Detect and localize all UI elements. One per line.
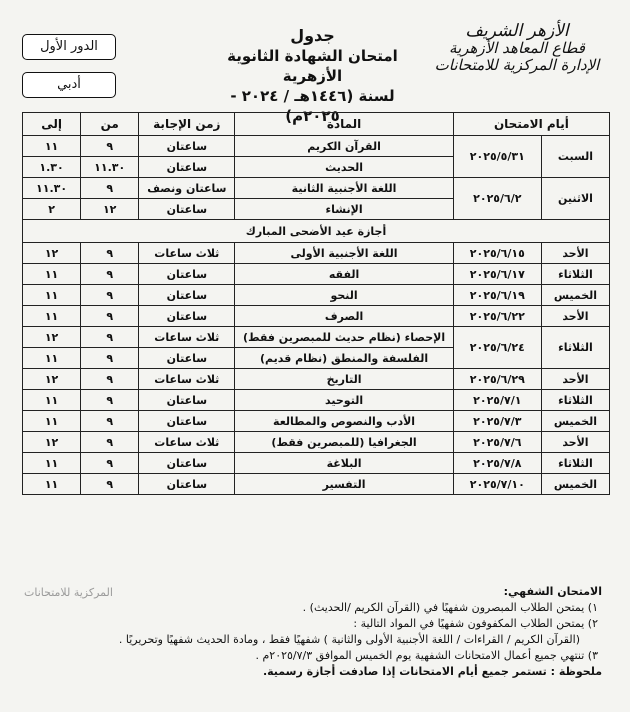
cell-subject: الإنشاء bbox=[235, 199, 453, 220]
holiday-row bbox=[23, 220, 610, 243]
cell-from: ١١.٣٠ bbox=[81, 157, 139, 178]
note-item: ١) يمتحن الطلاب المبصرون شفهيًا في (القرآن الكريم /الحديث) . bbox=[302, 601, 598, 614]
cell-day: الخميس bbox=[541, 411, 609, 432]
cell-from: ٩ bbox=[81, 411, 139, 432]
cell-duration: ساعتان bbox=[139, 199, 235, 220]
cell-date: ٢٠٢٥/٧/١٠ bbox=[453, 474, 541, 495]
cell-day: الثلاثاء bbox=[541, 327, 609, 369]
cell-to: ١١ bbox=[23, 453, 81, 474]
cell-from: ٩ bbox=[81, 327, 139, 348]
cell-day: الخميس bbox=[541, 474, 609, 495]
cell-day: السبت bbox=[541, 136, 609, 178]
cell-date: ٢٠٢٥/٧/١ bbox=[453, 390, 541, 411]
cell-subject: الأدب والنصوص والمطالعة bbox=[235, 411, 453, 432]
table-row bbox=[23, 264, 610, 285]
cell-subject: الفلسفة والمنطق (نظام قديم) bbox=[235, 348, 453, 369]
notes-section bbox=[22, 584, 602, 680]
table-row bbox=[23, 369, 610, 390]
cell-date: ٢٠٢٥/٦/١٧ bbox=[453, 264, 541, 285]
cell-day: الثلاثاء bbox=[541, 264, 609, 285]
cell-date: ٢٠٢٥/٧/٣ bbox=[453, 411, 541, 432]
table-row bbox=[23, 474, 610, 495]
cell-from: ٩ bbox=[81, 178, 139, 199]
cell-from: ١٢ bbox=[81, 199, 139, 220]
cell-duration: ثلاث ساعات bbox=[139, 432, 235, 453]
cell-to: ١٢ bbox=[23, 432, 81, 453]
cell-to: ١٢ bbox=[23, 327, 81, 348]
cell-from: ٩ bbox=[81, 264, 139, 285]
cell-duration: ساعتان bbox=[139, 390, 235, 411]
cell-to: ٢ bbox=[23, 199, 81, 220]
cell-to: ١١ bbox=[23, 264, 81, 285]
cell-subject: الإحصاء (نظام حديث للمبصرين فقط) bbox=[235, 327, 453, 348]
cell-to: ١١ bbox=[23, 285, 81, 306]
holiday-label: أجازة عيد الأضحى المبارك bbox=[23, 220, 610, 243]
azhar-logo-text bbox=[422, 22, 612, 74]
table-row bbox=[23, 411, 610, 432]
note-item: ٢) يمتحن الطلاب المكفوفون شفهيًا في المواد التالية : bbox=[353, 617, 598, 630]
cell-duration: ساعتان bbox=[139, 348, 235, 369]
holiday-section bbox=[23, 220, 610, 243]
table-row bbox=[23, 390, 610, 411]
cell-subject: الصرف bbox=[235, 306, 453, 327]
cell-day: الأحد bbox=[541, 306, 609, 327]
section-label-box: أدبي bbox=[22, 72, 116, 98]
cell-date: ٢٠٢٥/٦/١٥ bbox=[453, 243, 541, 264]
cell-duration: ثلاث ساعات bbox=[139, 327, 235, 348]
cell-date: ٢٠٢٥/٦/١٩ bbox=[453, 285, 541, 306]
note-item: (القرآن الكريم / القراءات / اللغة الأجنبية الأولى والثانية ) شفهيًا فقط ، ومادة الحديث شفهيًا وتحريريًا . bbox=[118, 633, 580, 646]
cell-subject: الفقه bbox=[235, 264, 453, 285]
cell-to: ١١.٣٠ bbox=[23, 178, 81, 199]
cell-from: ٩ bbox=[81, 285, 139, 306]
header-to: إلى bbox=[23, 113, 81, 136]
cell-subject: النحو bbox=[235, 285, 453, 306]
table-row bbox=[23, 327, 610, 348]
cell-subject: البلاغة bbox=[235, 453, 453, 474]
cell-from: ٩ bbox=[81, 474, 139, 495]
cell-duration: ساعتان ونصف bbox=[139, 178, 235, 199]
cell-to: ١١ bbox=[23, 136, 81, 157]
cell-date: ٢٠٢٥/٦/٢٢ bbox=[453, 306, 541, 327]
cell-duration: ثلاث ساعات bbox=[139, 243, 235, 264]
cell-from: ٩ bbox=[81, 432, 139, 453]
cell-day: الأحد bbox=[541, 369, 609, 390]
round-label-box: الدور الأول bbox=[22, 34, 116, 60]
table-row bbox=[23, 453, 610, 474]
cell-date: ٢٠٢٥/٥/٣١ bbox=[453, 136, 541, 178]
table-row bbox=[23, 243, 610, 264]
cell-subject: الحديث bbox=[235, 157, 453, 178]
cell-subject: اللغة الأجنبية الأولى bbox=[235, 243, 453, 264]
header-subject: المادة bbox=[235, 113, 453, 136]
cell-date: ٢٠٢٥/٦/٢ bbox=[453, 178, 541, 220]
cell-day: الاثنين bbox=[541, 178, 609, 220]
cell-day: الأحد bbox=[541, 432, 609, 453]
table-header-row bbox=[23, 113, 610, 136]
cell-duration: ساعتان bbox=[139, 411, 235, 432]
page-title bbox=[205, 26, 420, 126]
cell-duration: ساعتان bbox=[139, 474, 235, 495]
header-days: أيام الامتحان bbox=[453, 113, 609, 136]
cell-day: الثلاثاء bbox=[541, 390, 609, 411]
cell-subject: التوحيد bbox=[235, 390, 453, 411]
cell-to: ١١ bbox=[23, 411, 81, 432]
table-row bbox=[23, 285, 610, 306]
cell-to: ١١ bbox=[23, 390, 81, 411]
cell-to: ١١ bbox=[23, 306, 81, 327]
cell-duration: ساعتان bbox=[139, 136, 235, 157]
cell-duration: ساعتان bbox=[139, 285, 235, 306]
cell-from: ٩ bbox=[81, 243, 139, 264]
cell-subject: القرآن الكريم bbox=[235, 136, 453, 157]
table-row bbox=[23, 178, 610, 199]
cell-subject: اللغة الأجنبية الثانية bbox=[235, 178, 453, 199]
exam-schedule-table bbox=[22, 112, 610, 495]
cell-from: ٩ bbox=[81, 390, 139, 411]
watermark-text: المركزية للامتحانات bbox=[24, 586, 113, 599]
title-line-1: جدول bbox=[290, 26, 335, 45]
cell-from: ٩ bbox=[81, 306, 139, 327]
cell-duration: ساعتان bbox=[139, 306, 235, 327]
cell-duration: ثلاث ساعات bbox=[139, 369, 235, 390]
title-line-2: امتحان الشهادة الثانوية الأزهرية bbox=[227, 47, 398, 85]
cell-subject: التاريخ bbox=[235, 369, 453, 390]
table-body-before-holiday bbox=[23, 136, 610, 220]
cell-duration: ساعتان bbox=[139, 453, 235, 474]
table-row bbox=[23, 432, 610, 453]
cell-duration: ساعتان bbox=[139, 264, 235, 285]
cell-duration: ساعتان bbox=[139, 157, 235, 178]
notes-heading: الامتحان الشفهي: bbox=[503, 585, 602, 598]
logo-line-2: قطاع المعاهد الأزهرية bbox=[449, 39, 585, 57]
cell-from: ٩ bbox=[81, 348, 139, 369]
cell-subject: الجغرافيا (للمبصرين فقط) bbox=[235, 432, 453, 453]
logo-line-1: الأزهر الشريف bbox=[465, 21, 569, 41]
cell-from: ٩ bbox=[81, 453, 139, 474]
cell-from: ٩ bbox=[81, 369, 139, 390]
cell-day: الثلاثاء bbox=[541, 453, 609, 474]
cell-to: ١٢ bbox=[23, 243, 81, 264]
title-line-3: لسنة (١٤٤٦هـ / ٢٠٢٤ - ٢٠٢٥م) bbox=[230, 87, 395, 125]
table-row bbox=[23, 306, 610, 327]
table-body-after-holiday bbox=[23, 243, 610, 495]
header-from: من bbox=[81, 113, 139, 136]
cell-date: ٢٠٢٥/٦/٢٤ bbox=[453, 327, 541, 369]
final-note: ملحوظة : تستمر جميع أيام الامتحانات إذا صادفت أجازة رسمية. bbox=[262, 665, 602, 678]
cell-to: ١١ bbox=[23, 474, 81, 495]
note-item: ٣) تنتهي جميع أعمال الامتحانات الشفهية يوم الخميس الموافق ٢٠٢٥/٧/٣م . bbox=[255, 649, 598, 662]
cell-to: ١١ bbox=[23, 348, 81, 369]
logo-line-3: الإدارة المركزية للامتحانات bbox=[434, 56, 600, 74]
cell-date: ٢٠٢٥/٧/٦ bbox=[453, 432, 541, 453]
header-duration: زمن الإجابة bbox=[139, 113, 235, 136]
cell-day: الأحد bbox=[541, 243, 609, 264]
cell-date: ٢٠٢٥/٧/٨ bbox=[453, 453, 541, 474]
cell-to: ١.٣٠ bbox=[23, 157, 81, 178]
cell-subject: التفسير bbox=[235, 474, 453, 495]
cell-date: ٢٠٢٥/٦/٢٩ bbox=[453, 369, 541, 390]
table-row bbox=[23, 136, 610, 157]
cell-day: الخميس bbox=[541, 285, 609, 306]
cell-from: ٩ bbox=[81, 136, 139, 157]
cell-to: ١٢ bbox=[23, 369, 81, 390]
